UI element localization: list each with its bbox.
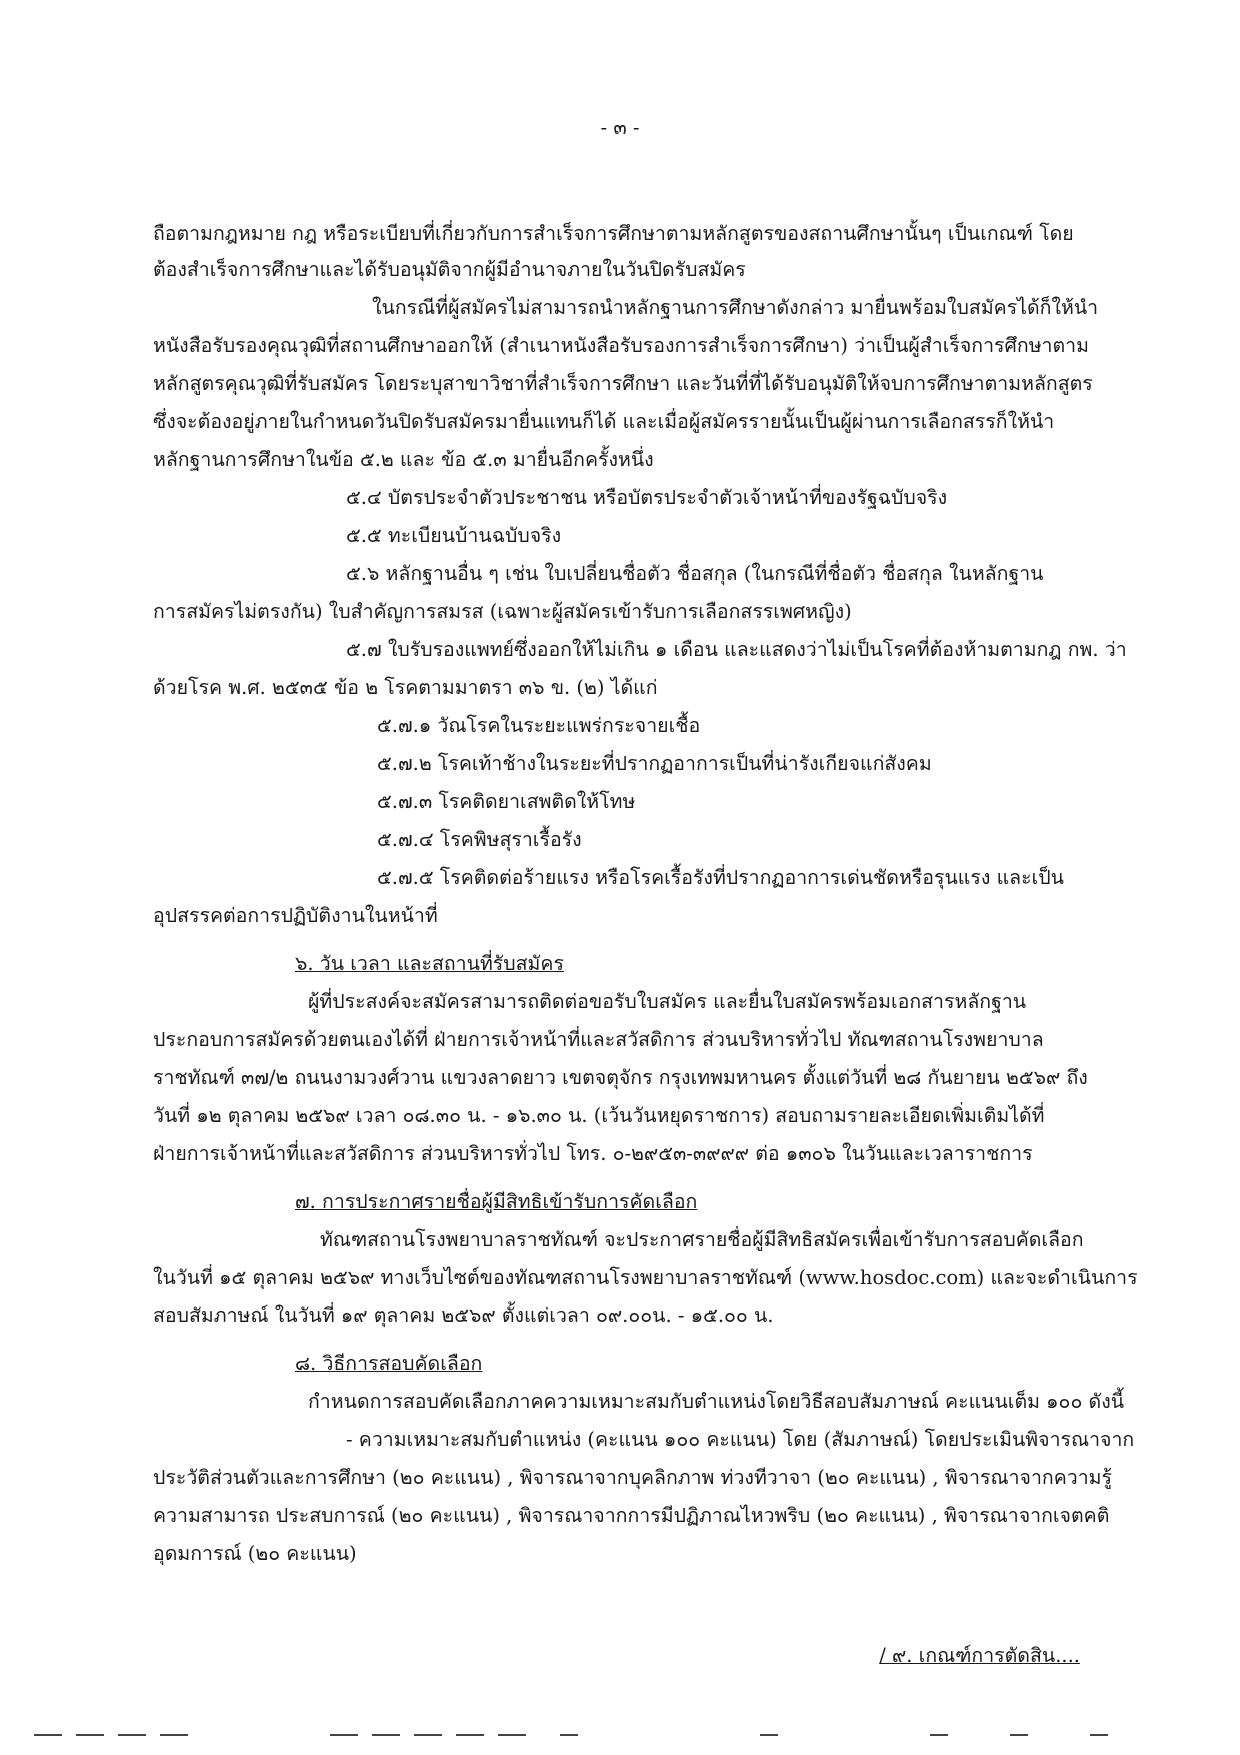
scan-edge-mark xyxy=(456,1734,484,1736)
continuation-note: / ๙. เกณฑ์การตัดสิน.... xyxy=(879,1644,1080,1667)
paragraph-line: ทัณฑสถานโรงพยาบาลราชทัณฑ์ จะประกาศรายชื่อผู้มีสิทธิสมัครเพื่อเข้ารับการสอบคัดเลือก xyxy=(320,1228,1084,1251)
list-item: ๕.๗.๕ โรคติดต่อร้ายแรง หรือโรคเรื้อรังที่ปรากฏอาการเด่นชัดหรือรุนแรง และเป็น xyxy=(377,866,1064,889)
paragraph-line: สอบสัมภาษณ์ ในวันที่ ๑๙ ตุลาคม ๒๕๖๙ ตั้งแต่เวลา ๐๙.๐๐น. - ๑๕.๐๐ น. xyxy=(153,1304,774,1327)
paragraph-line: ในวันที่ ๑๕ ตุลาคม ๒๕๖๙ ทางเว็บไซต์ของทัณฑสถานโรงพยาบาลราชทัณฑ์ (www.hosdoc.com) และจะดำเนินการ xyxy=(153,1266,1138,1289)
paragraph-line: หนังสือรับรองคุณวุฒิที่สถานศึกษาออกให้ (สำเนาหนังสือรับรองการสำเร็จการศึกษา) ว่าเป็นผู้สำเร็จการศึกษาตาม xyxy=(153,334,1089,357)
scan-edge-mark xyxy=(560,1734,578,1736)
list-item: ๕.๗.๑ วัณโรคในระยะแพร่กระจายเชื้อ xyxy=(377,714,701,737)
section-heading: ๖. วัน เวลา และสถานที่รับสมัคร xyxy=(295,952,564,975)
paragraph-line: ด้วยโรค พ.ศ. ๒๕๓๕ ข้อ ๒ โรคตามมาตรา ๓๖ ข. (๒) ได้แก่ xyxy=(153,676,658,699)
scan-edge-mark xyxy=(498,1734,526,1736)
paragraph-line: ในกรณีที่ผู้สมัครไม่สามารถนำหลักฐานการศึกษาดังกล่าว มายื่นพร้อมใบสมัครได้ก็ให้นำ xyxy=(372,296,1099,319)
scan-edge-mark xyxy=(330,1734,358,1736)
list-item: ๕.๔ บัตรประจำตัวประชาชน หรือบัตรประจำตัวเจ้าหน้าที่ของรัฐฉบับจริง xyxy=(346,486,948,509)
scan-edge-mark xyxy=(76,1734,104,1736)
paragraph-line: ถือตามกฎหมาย กฎ หรือระเบียบที่เกี่ยวกับการสำเร็จการศึกษาตามหลักสูตรของสถานศึกษานั้นๆ เป็นเกณฑ์ โดย xyxy=(153,222,1074,245)
section-heading: ๘. วิธีการสอบคัดเลือก xyxy=(295,1352,483,1375)
paragraph-line: หลักสูตรคุณวุฒิที่รับสมัคร โดยระบุสาขาวิชาที่สำเร็จการศึกษา และวันที่ที่ได้รับอนุมัติให้จบการศึกษาตามหลักสูตร xyxy=(153,372,1093,395)
paragraph-line: หลักฐานการศึกษาในข้อ ๕.๒ และ ข้อ ๕.๓ มายื่นอีกครั้งหนึ่ง xyxy=(153,448,654,471)
paragraph-line: การสมัครไม่ตรงกัน) ใบสำคัญการสมรส (เฉพาะผู้สมัครเข้ารับการเลือกสรรเพศหญิง) xyxy=(153,600,852,623)
paragraph-line: ผู้ที่ประสงค์จะสมัครสามารถติดต่อขอรับใบสมัคร และยื่นใบสมัครพร้อมเอกสารหลักฐาน xyxy=(308,990,1027,1013)
paragraph-line: ราชทัณฑ์ ๓๗/๒ ถนนงามวงศ์วาน แขวงลาดยาว เขตจตุจักร กรุงเทพมหานคร ตั้งแต่วันที่ ๒๘ กันยายน ๒๕๖๙ ถึง xyxy=(153,1066,1088,1089)
scan-edge-mark xyxy=(372,1734,400,1736)
list-item: ๕.๕ ทะเบียนบ้านฉบับจริง xyxy=(346,524,562,547)
paragraph-line: วันที่ ๑๒ ตุลาคม ๒๕๖๙ เวลา ๐๘.๓๐ น. - ๑๖.๓๐ น. (เว้นวันหยุดราชการ) สอบถามรายละเอียดเพิ่มเติมได้ที่ xyxy=(153,1104,1045,1127)
paragraph-line: ประวัติส่วนตัวและการศึกษา (๒๐ คะแนน) , พิจารณาจากบุคลิกภาพ ท่วงทีวาจา (๒๐ คะแนน) , พิจารณาจากความรู้ xyxy=(153,1466,1112,1489)
scan-edge-mark xyxy=(160,1734,188,1736)
paragraph-line: ฝ่ายการเจ้าหน้าที่และสวัสดิการ ส่วนบริหารทั่วไป โทร. ๐-๒๙๕๓-๓๙๙๙ ต่อ ๑๓๐๖ ในวันและเวลาราชการ xyxy=(153,1142,1033,1165)
list-item: ๕.๗.๓ โรคติดยาเสพติดให้โทษ xyxy=(377,790,636,813)
scan-edge-mark xyxy=(1010,1734,1028,1736)
section-heading: ๗. การประกาศรายชื่อผู้มีสิทธิเข้ารับการคัดเลือก xyxy=(295,1190,698,1213)
scan-edge-mark xyxy=(414,1734,442,1736)
list-item: ๕.๗.๔ โรคพิษสุราเรื้อรัง xyxy=(377,828,582,851)
list-item: ๕.๗ ใบรับรองแพทย์ซึ่งออกให้ไม่เกิน ๑ เดือน และแสดงว่าไม่เป็นโรคที่ต้องห้ามตามกฎ กพ. ว่า xyxy=(346,638,1127,661)
paragraph-line: อุปสรรคต่อการปฏิบัติงานในหน้าที่ xyxy=(153,904,438,927)
paragraph-line: อุดมการณ์ (๒๐ คะแนน) xyxy=(153,1542,357,1565)
paragraph-line: - ความเหมาะสมกับตำแหน่ง (คะแนน ๑๐๐ คะแนน) โดย (สัมภาษณ์) โดยประเมินพิจารณาจาก xyxy=(346,1428,1135,1451)
paragraph-line: ประกอบการสมัครด้วยตนเองได้ที่ ฝ่ายการเจ้าหน้าที่และสวัสดิการ ส่วนบริหารทั่วไป ทัณฑสถานโรงพยาบาล xyxy=(153,1028,1044,1051)
page-number: - ๓ - xyxy=(600,116,640,139)
scan-edge-mark xyxy=(930,1734,948,1736)
paragraph-line: ต้องสำเร็จการศึกษาและได้รับอนุมัติจากผู้มีอำนาจภายในวันปิดรับสมัคร xyxy=(153,258,746,281)
scan-edge-mark xyxy=(760,1734,778,1736)
paragraph-line: ความสามารถ ประสบการณ์ (๒๐ คะแนน) , พิจารณาจากการมีปฏิภาณไหวพริบ (๒๐ คะแนน) , พิจารณาจากเจตคติ xyxy=(153,1504,1110,1527)
paragraph-line: กำหนดการสอบคัดเลือกภาคความเหมาะสมกับตำแหน่งโดยวิธีสอบสัมภาษณ์ คะแนนเต็ม ๑๐๐ ดังนี้ xyxy=(308,1390,1125,1413)
scan-edge-mark xyxy=(118,1734,146,1736)
paragraph-line: ซึ่งจะต้องอยู่ภายในกำหนดวันปิดรับสมัครมายื่นแทนก็ได้ และเมื่อผู้สมัครรายนั้นเป็นผู้ผ่านการเลือกสรรก็ให้นำ xyxy=(153,410,1055,433)
list-item: ๕.๖ หลักฐานอื่น ๆ เช่น ใบเปลี่ยนชื่อตัว ชื่อสกุล (ในกรณีที่ชื่อตัว ชื่อสกุล ในหลักฐาน xyxy=(346,562,1044,585)
list-item: ๕.๗.๒ โรคเท้าช้างในระยะที่ปรากฏอาการเป็นที่น่ารังเกียจแก่สังคม xyxy=(377,752,932,775)
scan-edge-mark xyxy=(1090,1734,1108,1736)
scan-edge-mark xyxy=(34,1734,62,1736)
